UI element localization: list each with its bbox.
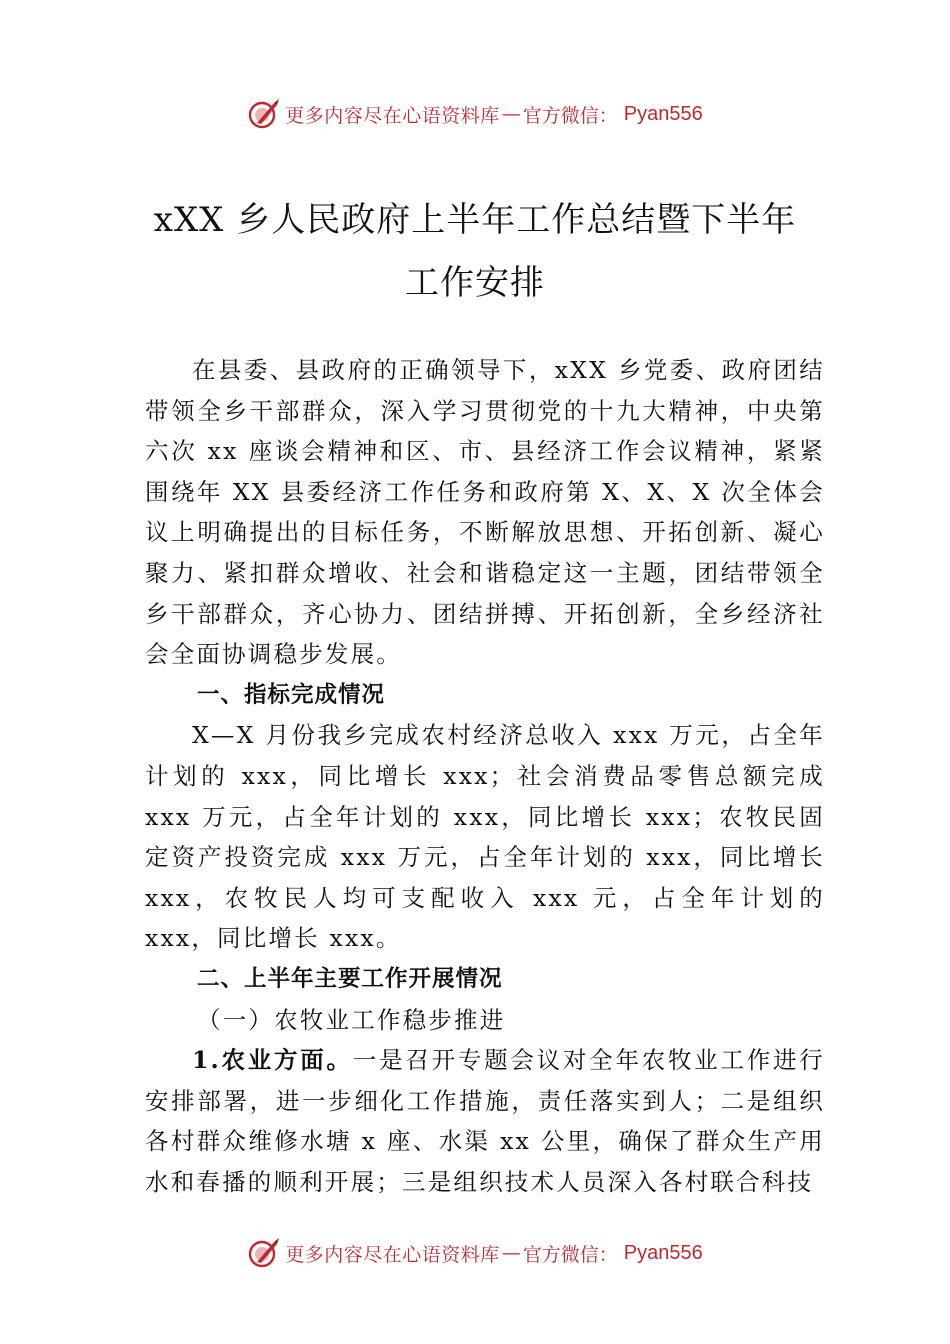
document-body [145, 350, 825, 1202]
watermark-wechat-label: 官方微信： [522, 1243, 618, 1266]
document-title-line1: xXX 乡人民政府上半年工作总结暨下半年 [153, 200, 797, 240]
watermark-banner-bottom [0, 1233, 950, 1273]
item1-text: 一是召开专题会议对全年农牧业工作进行安排部署，进一步细化工作措施，责任落实到人；二是组织各村群众维修水塘 x 座、水渠 xx 公里，确保了群众生产用水和春播的顺利开展；三是组织技术人员深入各村联合科技 [145, 1046, 825, 1196]
watermark-account: Pyan556 [623, 102, 703, 125]
watermark-banner-top [0, 94, 950, 134]
subsection1-heading: （一）农牧业工作稳步推进 [197, 1005, 506, 1034]
item1-paragraph [145, 1040, 825, 1202]
quill-logo-icon [247, 1236, 281, 1270]
section1-paragraph: X—X 月份我乡完成农村经济总收入 xxx 万元，占全年计划的 xxx，同比增长 xxx；社会消费品零售总额完成 xxx 万元，占全年计划的 xxx，同比增长 xxx；农牧民固定资产投资完成 xxx 万元，占全年计划的 xxx，同比增长 xxx，农牧民人均可支配收入 xxx 元，占全年计划的 xxx，同比增长 xxx。 [145, 721, 825, 953]
section1-heading: 一、指标完成情况 [197, 681, 386, 708]
section2-heading: 二、上半年主要工作开展情况 [197, 965, 503, 992]
watermark-account: Pyan556 [623, 1241, 703, 1264]
document-title-line2: 工作安排 [405, 263, 545, 303]
watermark-separator: — [501, 103, 521, 125]
quill-logo-icon [247, 97, 281, 131]
watermark-wechat-label: 官方微信： [522, 104, 618, 127]
watermark-separator: — [501, 1242, 521, 1264]
item1-lead: 1.农业方面。 [192, 1046, 353, 1075]
watermark-brand: 更多内容尽在心语资料库 [285, 1243, 500, 1266]
intro-paragraph: 在县委、县政府的正确领导下，xXX 乡党委、政府团结带领全乡干部群众，深入学习贯彻党的十九大精神，中央第六次 xx 座谈会精神和区、市、县经济工作会议精神，紧紧围绕年 XX 县委经济工作任务和政府第 X、X、X 次全体会议上明确提出的目标任务，不断解放思想、开拓创新、凝心聚力、紧扣群众增收、社会和谐稳定这一主题，团结带领全乡干部群众，齐心协力、团结拼搏、开拓创新，全乡经济社会全面协调稳步发展。 [145, 356, 825, 669]
watermark-brand: 更多内容尽在心语资料库 [285, 104, 500, 127]
